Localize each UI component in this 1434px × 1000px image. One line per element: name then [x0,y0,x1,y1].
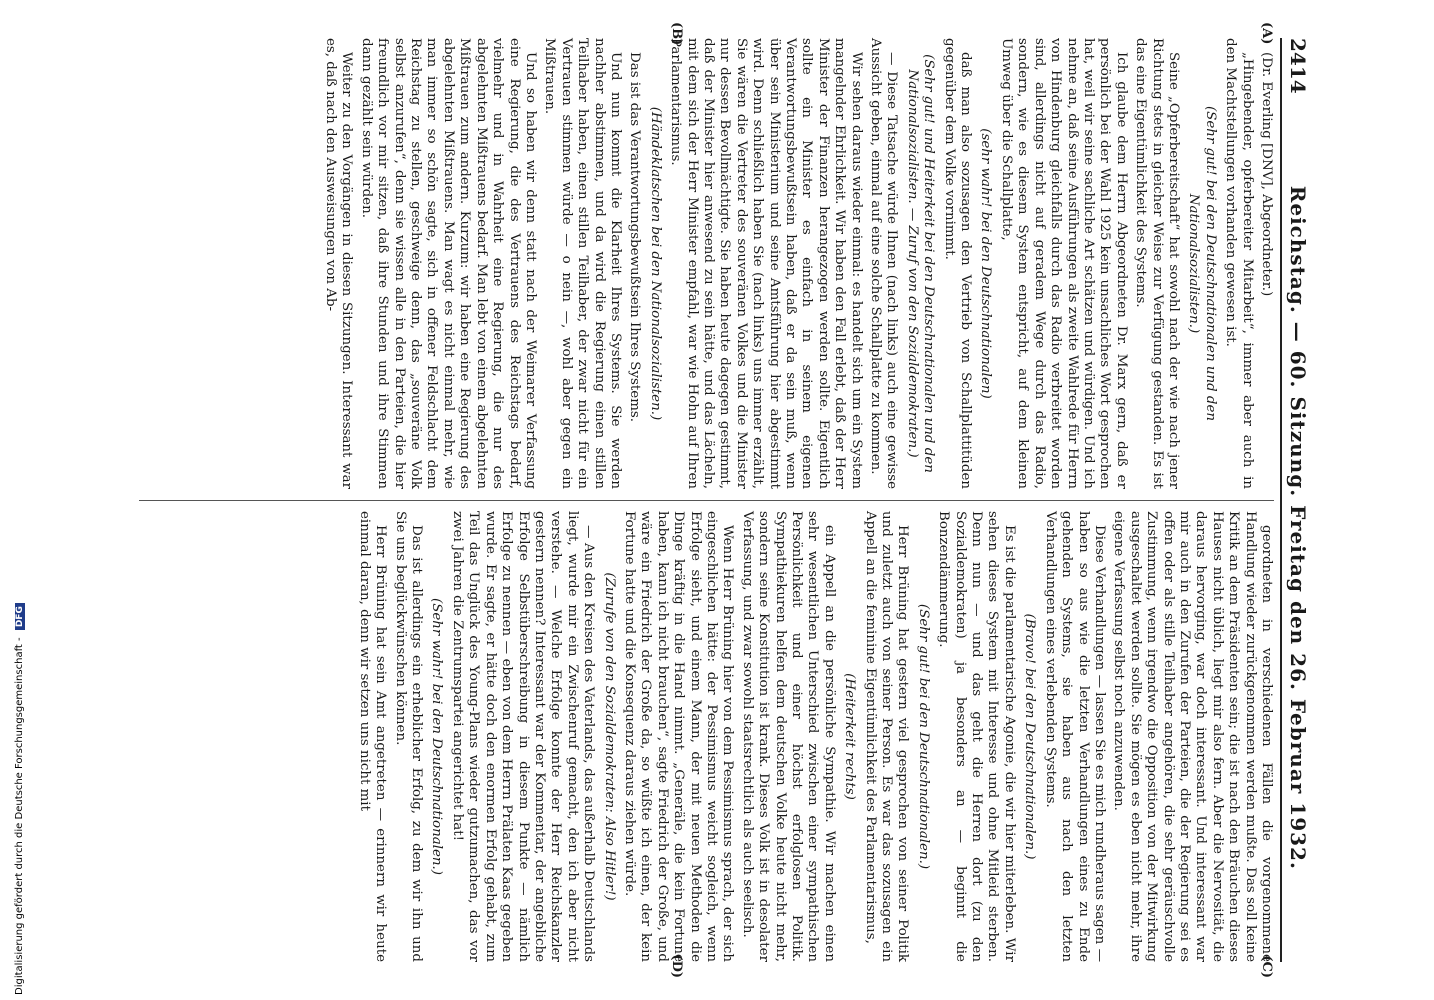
page-number: 2414 [1286,38,1310,94]
paragraph: Ich glaube dem Herrn Abgeordneten Dr. Marx gern, daß er persönlich bei der Wahl 1925 kein unsachliches Wort gesprochen hat, weil wir seine sachliche Art schätzen und würdigen. Und ich nehme an, daß seine Ausführungen als zweite Wahlrede für Herrn von Hindenburg gleichfalls durch das Radio verbreitet worden sind, allerdings nicht auf geradem Wege durch das Radio, sondern, wie es diesem System entspricht, auf dem kleinen Umweg über die Schallplatte, [998,38,1129,489]
paragraph: daß man also sozusagen den Vertrieb von Schallplattitüden gegenüber dem Volke vornimmt. [941,38,974,489]
paragraph: — Aus den Kreisen des Vaterlands, das außerhalb Deutschlands liegt, wurde mir ein Zwischenruf gemacht, den ich aber nicht verstehe. — Welche Erfolge konnte der Herr Reichskanzler gestern nennen? Interessant war der Kommentar, der angebliche Erfolge Selbstüberschreibung in diesem Punkte — nämlich Erfolge zu nennen — eben von dem Herrn Prälaten Kaas gegeben wurde. Er sagte, er hätte doch den enormen Erfolg gehabt, zum Teil das Unglück des Young-Plans wieder gutzumachen, das vor zwei Jahren die Zentrumspartei angerichtet hat! [449,511,597,962]
paragraph: „Hingebender, opferbereiter Mitarbeit“, immer aber auch in den Machtstellungen vorhanden gewesen ist. [1223,38,1255,489]
interjection: (Heiterkeit rechts) [842,673,858,800]
paragraph: Herr Brüning hat sein Amt angetreten — erinnern wir heute einmal daran, denn wir setzen uns nicht mit [356,511,389,962]
margin-marker-b: (B) [669,22,684,46]
margin-marker-d: (D) [669,954,684,978]
margin-marker-c: (C) [1259,955,1274,978]
interjection: (Sehr gut! bei den Deutschnationalen und den Nationalsozialisten.) [1186,105,1218,422]
interjection: (sehr wahr! bei den Deutschnationalen) [978,128,994,399]
paragraph: Das ist allerdings ein erheblicher Erfolg, zu dem wir ihn und Sie uns beglückwünschen können. [392,511,425,962]
paragraph: geordneten in verschiedenen Fällen die vorgenommene Handlung wieder zurückgenommen werden mußte. Das soll keine Kritik an dem Präsidenten sein; die ist nach den Bräuchen dieses Hauses nicht üblich, liegt mir also fern. Aber die Nervosität, die daraus hervorging, war doch interessant. Und interessant war mir auch in den Zurufen der Parteien, die der Regierung sei es offen oder als stille Teilhaber angehören, die sehr geräuschvolle Zustimmung, wenn irgendwo die Opposition von der Mitwirkung ausgeschaltet werden sollte. Sie mögen es eben nicht mehr, ihre eigene Verfassung selbst noch anzuwenden. [1111,511,1274,962]
left-column [139,38,1274,489]
margin-marker-a: (A) [1259,22,1274,45]
interjection: (Zurufe von den Sozialdemokraten: Also Hitler!) [601,572,617,901]
interjection: (Händeklatschen bei den Nationalsozialisten.) [647,106,663,421]
interjection: (Sehr gut! und Heiterkeit bei den Deutschnationalen und den Nationalsozialisten. — Zuruf von den Sozialdemokraten.) [904,54,937,473]
paragraph: Wir sehen daraus wieder einmal: es handelt sich um ein System mangelnder Ehrlichkeit. Wir haben den Fall erlebt, daß der Herr Minister der Finanzen herangezogen werden sollte. Eigentlich sollte ein Minister es einfach in seinem eigenen Verantwortungsbewußtsein haben, daß er da sein muß, wenn über sein Ministerium und seine Amtsführung hier abgestimmt wird. Denn schließlich haben Sie (nach links) uns immer erzählt, Sie wären die Vertreter des souveränen Volkes und die Minister nur dessen Bevollmächtigte. Sie haben heute dagegen gestimmt, daß der Minister hier anwesend zu sein hätte, und das Lächeln, mit dem sich der Herr Minister empfahl, war wie Hohn auf Ihren Parlamentarismus. [668,38,864,489]
right-column [139,511,1274,962]
paragraph: Und nun kommt die Klarheit Ihres Systems. Sie werden nachher abstimmen, und da wird die Regierung einen stillen Teilhaber haben, einen stillen Teilhaber, der zwar nicht für ein Vertrauen stimmen würde — o nein —, wohl aber gegen ein Mißtrauen. [542,38,623,489]
paragraph: Wenn Herr Brüning hier von dem Pessimismus sprach, der sich eingeschlichen hätte: der Pessimismus weicht sogleich, wenn Erfolge sieht, und einem Mann, der mit neuen Methoden die Dinge kräftig in die Hand nimmt. „Generäle, die kein Fortune haben, kann ich nicht brauchen“, sagte Friedrich der Große, und wäre ein Friedrich der Große da, so wüßte ich einen, der kein Fortune hatte und die Konsequenz daraus ziehen würde. [621,511,736,962]
credit-text: Digitalisierung gefördert durch die Deutsche Forschungsgemeinschaft - [14,637,25,995]
dfg-logo: DFG [15,603,25,630]
paragraph: Diese Verhandlungen — lassen Sie es mich rundheraus sagen — haben so aus wie die letzten Verhandlungen eines zu Ende gehenden Systems, sie haben aus nach den letzten Verhandlungen eines verlebenden Systems. [1042,511,1107,962]
page-header [1280,38,1310,962]
document-page [110,20,1320,980]
interjection: (Sehr gut! bei den Deutschnationalen.) [915,603,931,870]
digitization-credit [14,603,25,995]
column-divider [139,500,1274,501]
paragraph: Seine „Opferbereitschaft“ hat sowohl nach der wie nach jener Richtung stets in gleicher Weise zur Verfügung gestanden. Es ist das eine Eigentümlichkeit des Systems. [1133,38,1181,489]
interjection: (Bravo! bei den Deutschnationalen.) [1022,613,1038,860]
interjection: (Sehr wahr! bei den Deutschnationalen.) [429,597,445,876]
paragraph: Herr Brüning hat gestern viel gesprochen von seiner Politik und zuletzt auch von seiner Person. Es war das sozusagen ein Appell an die feminine Eigentümlichkeit des Parlamentarismus, [862,511,911,962]
paragraph: ein Appell an die persönliche Sympathie. Wir machen einen sehr wesentlichen Unterschied zwischen einer sympathischen Persönlichkeit und einer höchst erfolglosen Politik. Sympathiekuren helfen dem deutschen Volke heute nicht mehr, sondern seine Konstitution ist krank. Dieses Volk ist in desolater Verfassung, und zwar sowohl staatsrechtlich als auch seelisch. [739,511,837,962]
paragraph: — Diese Tatsache würde Ihnen (nach links) auch eine gewisse Aussicht geben, einmal auf eine solche Schallplatte zu kommen. [868,38,900,489]
page-title: Reichstag. — 60. Sitzung. Freitag den 26. Februar 1932. [1286,185,1310,870]
paragraph: Es ist die parlamentarische Agonie, die wir hier miterleben. Wir sehen dieses System mit Interesse und ohne Mitleid sterben. Denn nun — und das geht die Herren dort (zu den Sozialdemokraten) ja besonders an — beginnt die Bonzendämmerung. [936,511,1017,962]
text-columns [139,22,1274,978]
paragraph: (Dr. Everling [DNV], Abgeordneter.) [1259,52,1274,297]
paragraph: Weiter zu den Vorgängen in diesen Sitzungen. Interessant war es, daß nach den Ausweisungen von Ab- [323,38,355,489]
paragraph: Und so haben wir denn statt nach der Weimarer Verfassung eine Regierung, die des Vertrauens des Reichstags bedarf, vielmehr und in Wahrheit eine Regierung, die nur des abgelehnten Mißtrauens bedarf. Man lebt von einem abgelehnten Mißtrauen zum andern. Kurzum: wir haben eine Regierung des abgelehnten Mißtrauens. Man wagt es nicht einmal mehr, wie man immer so schön sagte, sich in offener Feldschlacht dem Reichstag zu stellen, geschweige denn, das „souveräne Volk selbst anzurufen“, denn sie wissen alle in den Parteien, die hier freundlich vor mir sitzen, daß ihre Stunden und ihre Stimmen dann gezählt sein würden. [358,38,538,489]
paragraph: Das ist das Verantwortungsbewußtsein Ihres Systems. [627,52,643,423]
